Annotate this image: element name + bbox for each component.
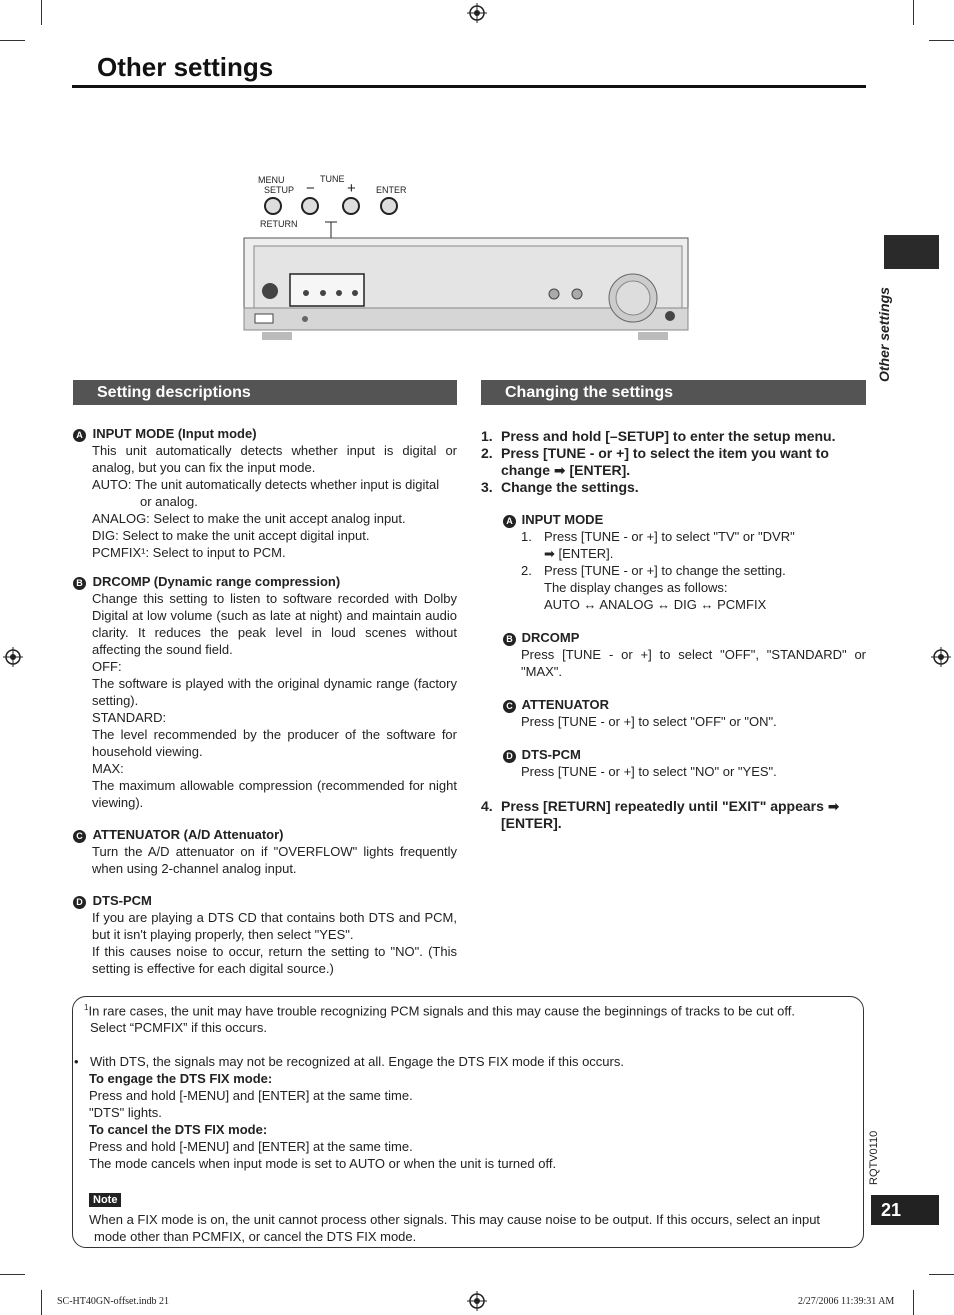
option-dig: DIG: Select to make the unit accept digital input. <box>92 528 370 543</box>
note-text: When a FIX mode is on, the unit cannot process other signals. This may cause noise to be output. If this occurs, select an input <box>89 1212 821 1228</box>
badge-c: C <box>503 700 516 713</box>
option-body: The level recommended by the producer of the software for household viewing. <box>92 727 457 759</box>
badge-c: C <box>73 830 86 843</box>
registration-mark-icon <box>467 3 487 23</box>
registration-mark-icon <box>3 647 23 667</box>
engage-step: Press and hold [-MENU] and [ENTER] at the same time. <box>89 1088 413 1104</box>
setting-descriptions-heading: Setting descriptions <box>73 380 457 405</box>
footnote: $^1$In rare cases, the unit may have trouble recognizing PCM signals and this may cause the beginnings of tracks to be cut off. <box>84 1003 795 1019</box>
item-input-mode <box>73 425 457 561</box>
menu-label: MENU <box>258 175 285 185</box>
item-attenuator <box>73 826 457 877</box>
badge-d: D <box>503 750 516 763</box>
changing-settings-heading: Changing the settings <box>481 380 866 405</box>
side-label: Other settings <box>876 287 892 382</box>
setting-descriptions <box>73 425 457 977</box>
item-body: If this causes noise to occur, return the setting to "NO". (This setting is effective for each digital source.) <box>92 944 457 976</box>
option-auto: AUTO: The unit automatically detects whether input is digital <box>92 477 440 492</box>
crop-mark <box>41 1290 42 1315</box>
item-title: DRCOMP (Dynamic range compression) <box>92 574 341 589</box>
engage-title: To engage the DTS FIX mode: <box>89 1071 273 1087</box>
item-title: INPUT MODE (Input mode) <box>92 426 257 441</box>
setup-label: SETUP <box>264 185 295 195</box>
changing-settings <box>481 428 871 832</box>
crop-mark <box>929 40 954 41</box>
option-label: STANDARD: <box>92 710 167 725</box>
option-label: MAX: <box>92 761 124 776</box>
step-3: 3. Change the settings. <box>481 479 639 495</box>
tune-minus-label: − <box>306 180 315 197</box>
crop-mark <box>41 0 42 25</box>
enter-label: ENTER <box>376 185 407 195</box>
change-dts-pcm <box>503 746 866 780</box>
cancel-title: To cancel the DTS FIX mode: <box>89 1122 268 1138</box>
item-body: Change this setting to listen to software recorded with Dolby Digital at low volume (such as late at night) and maintain audio clarity. It reduces the peak level in loud scenes without affecting the sound field. <box>92 591 457 657</box>
registration-mark-icon <box>931 647 951 667</box>
item-body: Press [TUNE - or +] to select "OFF", "STANDARD" or "MAX". <box>521 647 866 679</box>
badge-a: A <box>73 429 86 442</box>
change-input-mode: A INPUT MODE 1. Press [TUNE - or +] to select "TV" or "DVR" ➡ [ENTER]. 2. Press [TUNE - or +] to change the setting. The display changes as follows: AUTO ↔ ANALOG ↔ DIG ↔ PCMFIX <box>503 511 866 613</box>
item-body: If you are playing a DTS CD that contains both DTS and PCM, but it isn't playing properly, then select "YES". <box>92 910 457 942</box>
badge-d: D <box>73 896 86 909</box>
item-drcomp <box>73 573 457 811</box>
note-text-cont: mode other than PCMFIX, or cancel the DTS FIX mode. <box>94 1229 417 1245</box>
badge-b: B <box>503 633 516 646</box>
step-4: 4. Press [RETURN] repeatedly until "EXIT" appears ➡ [ENTER]. <box>481 798 840 831</box>
footnote-cont: Select “PCMFIX” if this occurs. <box>90 1020 267 1036</box>
option-analog: ANALOG: Select to make the unit accept analog input. <box>92 511 406 526</box>
item-body: Press [TUNE - or +] to select "NO" or "YES". <box>521 764 777 779</box>
note-content <box>74 999 856 1245</box>
side-tab-block <box>884 235 939 269</box>
item-dts-pcm <box>73 892 457 977</box>
option-pcmfix: PCMFIX¹: Select to input to PCM. <box>92 545 286 560</box>
footer-timestamp: 2/27/2006 11:39:31 AM <box>798 1296 895 1307</box>
note-tag: Note <box>89 1193 121 1207</box>
change-drcomp <box>503 629 866 680</box>
item-title: DRCOMP <box>521 630 580 645</box>
engage-result: "DTS" lights. <box>89 1105 162 1121</box>
crop-mark <box>0 1274 25 1275</box>
cancel-step: Press and hold [-MENU] and [ENTER] at the same time. <box>89 1139 413 1155</box>
tune-plus-label: + <box>347 180 356 197</box>
option-label: OFF: <box>92 659 122 674</box>
page-title: Other settings <box>97 52 274 82</box>
device-diagram <box>240 170 690 345</box>
doc-code: RQTV0110 <box>868 1130 880 1185</box>
option-auto-cont: or analog. <box>140 494 198 509</box>
crop-mark <box>913 0 914 25</box>
crop-mark <box>0 40 25 41</box>
item-title: ATTENUATOR <box>521 697 610 712</box>
title-rule <box>72 85 866 88</box>
badge-b: B <box>73 577 86 590</box>
cancel-result: The mode cancels when input mode is set to AUTO or when the unit is turned off. <box>89 1156 557 1172</box>
item-title: DTS-PCM <box>521 747 581 762</box>
option-body: The maximum allowable compression (recommended for night viewing). <box>92 778 457 810</box>
item-body: Press [TUNE - or +] to select "OFF" or "ON". <box>521 714 777 729</box>
registration-mark-icon <box>467 1291 487 1311</box>
dts-bullet: • With DTS, the signals may not be recognized at all. Engage the DTS FIX mode if this occurs. <box>74 1054 624 1070</box>
crop-mark <box>913 1290 914 1315</box>
item-body: This unit automatically detects whether input is digital or analog, but you can fix the input mode. <box>92 443 457 475</box>
option-body: The software is played with the original dynamic range (factory setting). <box>92 676 457 708</box>
item-body: Turn the A/D attenuator on if "OVERFLOW" lights frequently when using 2-channel analog input. <box>92 844 457 876</box>
crop-mark <box>929 1274 954 1275</box>
page-number: 21 <box>871 1195 939 1225</box>
tune-label: TUNE <box>320 174 345 184</box>
change-attenuator <box>503 696 866 730</box>
footer-file: SC-HT40GN-offset.indb 21 <box>57 1296 170 1307</box>
item-title: ATTENUATOR (A/D Attenuator) <box>92 827 284 842</box>
step-2: 2. Press [TUNE - or +] to select the item you want to change ➡ [ENTER]. <box>481 445 829 478</box>
item-title: INPUT MODE <box>521 512 604 527</box>
item-title: DTS-PCM <box>92 893 152 908</box>
step-1: 1. Press and hold [–SETUP] to enter the setup menu. <box>481 428 836 444</box>
badge-a: A <box>503 515 516 528</box>
return-label: RETURN <box>260 219 298 229</box>
